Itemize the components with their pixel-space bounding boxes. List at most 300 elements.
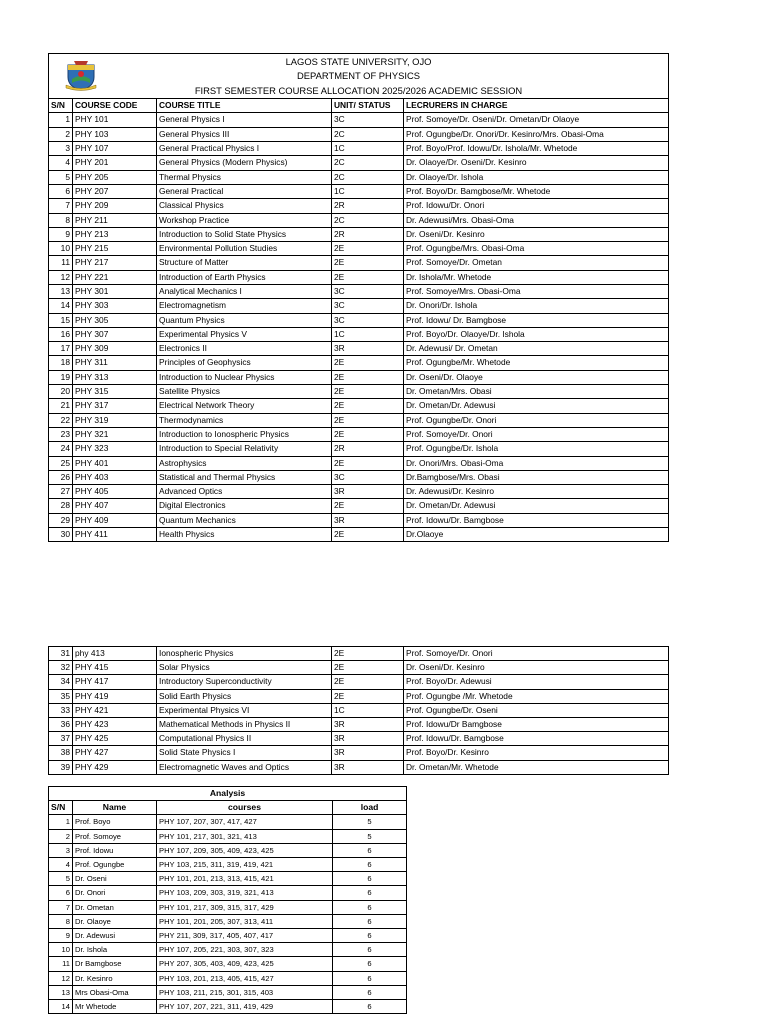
serial-number-cell: 33 xyxy=(49,703,73,717)
unit-status-cell: 2C xyxy=(332,170,404,184)
course-rows-continued xyxy=(49,647,669,775)
course-title-cell: General Practical Physics I xyxy=(157,142,332,156)
table-row xyxy=(49,914,407,928)
serial-number-cell: 1 xyxy=(49,815,73,829)
document-header xyxy=(49,54,669,99)
lecturers-cell: Dr. Oseni/Dr. Olaoye xyxy=(404,370,669,384)
lecturers-cell: Dr.Olaoye xyxy=(404,528,669,542)
column-header: COURSE CODE xyxy=(73,99,157,113)
serial-number-cell: 15 xyxy=(49,313,73,327)
allocation-title: FIRST SEMESTER COURSE ALLOCATION 2025/2026 ACADEMIC SESSION xyxy=(194,84,523,96)
table-row xyxy=(49,485,669,499)
assigned-courses-cell: PHY 103, 211, 215, 301, 315, 403 xyxy=(157,985,333,999)
course-title-cell: Advanced Optics xyxy=(157,485,332,499)
unit-status-cell: 2E xyxy=(332,413,404,427)
course-code-cell: PHY 211 xyxy=(73,213,157,227)
analysis-table xyxy=(48,786,407,1014)
lecturers-cell: Prof. Ogungbe/Dr. Oseni xyxy=(404,703,669,717)
column-header: COURSE TITLE xyxy=(157,99,332,113)
course-title-cell: General Physics I xyxy=(157,113,332,127)
course-code-cell: PHY 323 xyxy=(73,442,157,456)
table-row xyxy=(49,732,669,746)
lecturers-cell: Dr. Oseni/Dr. Kesinro xyxy=(404,661,669,675)
unit-status-cell: 2E xyxy=(332,427,404,441)
analysis-header-row xyxy=(49,801,407,815)
lecturers-cell: Prof. Ogungbe/Dr. Onori/Dr. Kesinro/Mrs. Obasi-Oma xyxy=(404,127,669,141)
course-title-cell: General Practical xyxy=(157,184,332,198)
table-row xyxy=(49,943,407,957)
course-code-cell: PHY 315 xyxy=(73,385,157,399)
lecturers-cell: Prof. Idowu/Dr. Bamgbose xyxy=(404,732,669,746)
serial-number-cell: 12 xyxy=(49,270,73,284)
course-code-cell: PHY 213 xyxy=(73,227,157,241)
load-cell: 6 xyxy=(333,929,407,943)
unit-status-cell: 3R xyxy=(332,342,404,356)
unit-status-cell: 2E xyxy=(332,456,404,470)
course-code-cell: PHY 411 xyxy=(73,528,157,542)
course-title-cell: Experimental Physics VI xyxy=(157,703,332,717)
table-row xyxy=(49,971,407,985)
lecturers-cell: Dr. Ometan/Dr. Adewusi xyxy=(404,499,669,513)
lecturers-cell: Prof. Ogungbe/Mr. Whetode xyxy=(404,356,669,370)
load-cell: 6 xyxy=(333,985,407,999)
unit-status-cell: 2E xyxy=(332,370,404,384)
serial-number-cell: 3 xyxy=(49,142,73,156)
unit-status-cell: 1C xyxy=(332,327,404,341)
course-title-cell: General Physics III xyxy=(157,127,332,141)
course-title-cell: General Physics (Modern Physics) xyxy=(157,156,332,170)
lecturers-cell: Prof. Ogungbe /Mr. Whetode xyxy=(404,689,669,703)
course-code-cell: PHY 405 xyxy=(73,485,157,499)
table-row xyxy=(49,199,669,213)
course-title-cell: Quantum Mechanics xyxy=(157,513,332,527)
assigned-courses-cell: PHY 103, 201, 213, 405, 415, 427 xyxy=(157,971,333,985)
assigned-courses-cell: PHY 103, 215, 311, 319, 419, 421 xyxy=(157,858,333,872)
column-header: S/N xyxy=(49,99,73,113)
column-header: courses xyxy=(157,801,333,815)
unit-status-cell: 1C xyxy=(332,142,404,156)
table-row xyxy=(49,957,407,971)
table-row xyxy=(49,456,669,470)
assigned-courses-cell: PHY 107, 207, 307, 417, 427 xyxy=(157,815,333,829)
lecturers-cell: Dr. Onori/Dr. Ishola xyxy=(404,299,669,313)
analysis-rows xyxy=(49,815,407,1014)
table-row xyxy=(49,413,669,427)
lecturers-cell: Dr. Ometan/Mr. Whetode xyxy=(404,760,669,774)
load-cell: 6 xyxy=(333,872,407,886)
course-title-cell: Electronics II xyxy=(157,342,332,356)
assigned-courses-cell: PHY 107, 207, 221, 311, 419, 429 xyxy=(157,1000,333,1014)
unit-status-cell: 3C xyxy=(332,313,404,327)
course-title-cell: Workshop Practice xyxy=(157,213,332,227)
unit-status-cell: 3R xyxy=(332,718,404,732)
table-row xyxy=(49,242,669,256)
course-title-cell: Electromagnetic Waves and Optics xyxy=(157,760,332,774)
table-row xyxy=(49,929,407,943)
course-title-cell: Satellite Physics xyxy=(157,385,332,399)
lecturer-name-cell: Prof. Idowu xyxy=(73,843,157,857)
serial-number-cell: 6 xyxy=(49,184,73,198)
serial-number-cell: 24 xyxy=(49,442,73,456)
course-code-cell: PHY 107 xyxy=(73,142,157,156)
lecturers-cell: Dr.Bamgbose/Mrs. Obasi xyxy=(404,470,669,484)
lecturers-cell: Dr. Onori/Mrs. Obasi-Oma xyxy=(404,456,669,470)
table-row xyxy=(49,427,669,441)
load-cell: 6 xyxy=(333,886,407,900)
course-code-cell: PHY 317 xyxy=(73,399,157,413)
table-row xyxy=(49,843,407,857)
table-row xyxy=(49,385,669,399)
course-code-cell: PHY 301 xyxy=(73,284,157,298)
serial-number-cell: 14 xyxy=(49,1000,73,1014)
table-row xyxy=(49,299,669,313)
serial-number-cell: 4 xyxy=(49,858,73,872)
unit-status-cell: 2E xyxy=(332,385,404,399)
serial-number-cell: 32 xyxy=(49,661,73,675)
serial-number-cell: 2 xyxy=(49,829,73,843)
course-allocation-table xyxy=(48,53,669,542)
university-name: LAGOS STATE UNIVERSITY, OJO xyxy=(285,56,432,67)
serial-number-cell: 16 xyxy=(49,327,73,341)
assigned-courses-cell: PHY 101, 201, 213, 313, 415, 421 xyxy=(157,872,333,886)
unit-status-cell: 3C xyxy=(332,284,404,298)
column-header: load xyxy=(333,801,407,815)
serial-number-cell: 7 xyxy=(49,900,73,914)
course-title-cell: Computational Physics II xyxy=(157,732,332,746)
course-code-cell: PHY 207 xyxy=(73,184,157,198)
course-code-cell: PHY 209 xyxy=(73,199,157,213)
lecturers-cell: Prof. Idowu/Dr. Onori xyxy=(404,199,669,213)
load-cell: 6 xyxy=(333,900,407,914)
serial-number-cell: 26 xyxy=(49,470,73,484)
table-row xyxy=(49,156,669,170)
lecturers-cell: Prof. Somoye/Dr. Onori xyxy=(404,427,669,441)
unit-status-cell: 2E xyxy=(332,242,404,256)
table-row xyxy=(49,689,669,703)
course-code-cell: PHY 429 xyxy=(73,760,157,774)
course-title-cell: Thermal Physics xyxy=(157,170,332,184)
assigned-courses-cell: PHY 207, 305, 403, 409, 423, 425 xyxy=(157,957,333,971)
lecturers-cell: Dr. Adewusi/Mrs. Obasi-Oma xyxy=(404,213,669,227)
course-title-cell: Solid State Physics I xyxy=(157,746,332,760)
table-row xyxy=(49,647,669,661)
course-code-cell: PHY 415 xyxy=(73,661,157,675)
unit-status-cell: 3R xyxy=(332,732,404,746)
serial-number-cell: 10 xyxy=(49,943,73,957)
serial-number-cell: 9 xyxy=(49,227,73,241)
table-row xyxy=(49,872,407,886)
course-code-cell: PHY 215 xyxy=(73,242,157,256)
lecturer-name-cell: Dr. Oseni xyxy=(73,872,157,886)
lecturers-cell: Dr. Ometan/Mrs. Obasi xyxy=(404,385,669,399)
course-code-cell: PHY 101 xyxy=(73,113,157,127)
serial-number-cell: 13 xyxy=(49,985,73,999)
course-title-cell: Solid Earth Physics xyxy=(157,689,332,703)
table-row xyxy=(49,815,407,829)
table-row xyxy=(49,370,669,384)
serial-number-cell: 10 xyxy=(49,242,73,256)
table-row xyxy=(49,284,669,298)
course-code-cell: PHY 423 xyxy=(73,718,157,732)
table-row xyxy=(49,675,669,689)
unit-status-cell: 3R xyxy=(332,760,404,774)
unit-status-cell: 3C xyxy=(332,113,404,127)
serial-number-cell: 38 xyxy=(49,746,73,760)
lecturers-cell: Prof. Ogungbe/Mrs. Obasi-Oma xyxy=(404,242,669,256)
serial-number-cell: 11 xyxy=(49,957,73,971)
assigned-courses-cell: PHY 211, 309, 317, 405, 407, 417 xyxy=(157,929,333,943)
serial-number-cell: 13 xyxy=(49,284,73,298)
serial-number-cell: 28 xyxy=(49,499,73,513)
assigned-courses-cell: PHY 107, 209, 305, 409, 423, 425 xyxy=(157,843,333,857)
table-row xyxy=(49,356,669,370)
load-cell: 6 xyxy=(333,843,407,857)
unit-status-cell: 3R xyxy=(332,746,404,760)
table-row xyxy=(49,127,669,141)
serial-number-cell: 8 xyxy=(49,914,73,928)
serial-number-cell: 5 xyxy=(49,872,73,886)
course-title-cell: Environmental Pollution Studies xyxy=(157,242,332,256)
table-row xyxy=(49,399,669,413)
lecturers-cell: Prof. Boyo/Dr. Kesinro xyxy=(404,746,669,760)
course-code-cell: PHY 303 xyxy=(73,299,157,313)
load-cell: 5 xyxy=(333,829,407,843)
course-code-cell: PHY 309 xyxy=(73,342,157,356)
course-code-cell: PHY 321 xyxy=(73,427,157,441)
table-row xyxy=(49,760,669,774)
column-header: S/N xyxy=(49,801,73,815)
assigned-courses-cell: PHY 101, 201, 205, 307, 313, 411 xyxy=(157,914,333,928)
serial-number-cell: 17 xyxy=(49,342,73,356)
load-cell: 6 xyxy=(333,1000,407,1014)
lecturer-name-cell: Prof. Ogungbe xyxy=(73,858,157,872)
course-code-cell: PHY 403 xyxy=(73,470,157,484)
lecturers-cell: Prof. Somoye/Dr. Oseni/Dr. Ometan/Dr Olaoye xyxy=(404,113,669,127)
table-row xyxy=(49,703,669,717)
lecturers-cell: Prof. Ogungbe/Dr. Ishola xyxy=(404,442,669,456)
lecturers-cell: Prof. Somoye/Mrs. Obasi-Oma xyxy=(404,284,669,298)
unit-status-cell: 2E xyxy=(332,399,404,413)
course-title-cell: Structure of Matter xyxy=(157,256,332,270)
lecturer-name-cell: Mr Whetode xyxy=(73,1000,157,1014)
table-row xyxy=(49,184,669,198)
course-rows xyxy=(49,113,669,542)
load-cell: 6 xyxy=(333,943,407,957)
serial-number-cell: 37 xyxy=(49,732,73,746)
lecturers-cell: Prof. Boyo/Dr. Olaoye/Dr. Ishola xyxy=(404,327,669,341)
course-code-cell: PHY 409 xyxy=(73,513,157,527)
table-row xyxy=(49,113,669,127)
lecturers-cell: Prof. Idowu/Dr Bamgbose xyxy=(404,718,669,732)
course-title-cell: Electromagnetism xyxy=(157,299,332,313)
lecturers-cell: Prof. Ogungbe/Dr. Onori xyxy=(404,413,669,427)
table-row xyxy=(49,470,669,484)
course-code-cell: phy 413 xyxy=(73,647,157,661)
serial-number-cell: 36 xyxy=(49,718,73,732)
table-row xyxy=(49,142,669,156)
serial-number-cell: 23 xyxy=(49,427,73,441)
course-code-cell: PHY 319 xyxy=(73,413,157,427)
course-code-cell: PHY 103 xyxy=(73,127,157,141)
column-header: UNIT/ STATUS xyxy=(332,99,404,113)
course-code-cell: PHY 305 xyxy=(73,313,157,327)
unit-status-cell: 2E xyxy=(332,356,404,370)
table-row xyxy=(49,213,669,227)
unit-status-cell: 2E xyxy=(332,689,404,703)
course-title-cell: Health Physics xyxy=(157,528,332,542)
table-row xyxy=(49,327,669,341)
course-title-cell: Digital Electronics xyxy=(157,499,332,513)
course-title-cell: Introduction to Nuclear Physics xyxy=(157,370,332,384)
course-title-cell: Ionospheric Physics xyxy=(157,647,332,661)
unit-status-cell: 2C xyxy=(332,127,404,141)
lecturers-cell: Prof. Somoye/Dr. Onori xyxy=(404,647,669,661)
lecturer-name-cell: Dr. Olaoye xyxy=(73,914,157,928)
course-code-cell: PHY 421 xyxy=(73,703,157,717)
serial-number-cell: 14 xyxy=(49,299,73,313)
assigned-courses-cell: PHY 101, 217, 301, 321, 413 xyxy=(157,829,333,843)
unit-status-cell: 3C xyxy=(332,299,404,313)
table-row xyxy=(49,985,407,999)
lecturers-cell: Dr. Olaoye/Dr. Oseni/Dr. Kesinro xyxy=(404,156,669,170)
assigned-courses-cell: PHY 103, 209, 303, 319, 321, 413 xyxy=(157,886,333,900)
table-row xyxy=(49,829,407,843)
table-row xyxy=(49,170,669,184)
serial-number-cell: 25 xyxy=(49,456,73,470)
load-cell: 5 xyxy=(333,815,407,829)
university-crest-icon xyxy=(64,59,98,91)
course-title-cell: Introduction to Solid State Physics xyxy=(157,227,332,241)
lecturers-cell: Dr. Ishola/Mr. Whetode xyxy=(404,270,669,284)
department-name: DEPARTMENT OF PHYSICS xyxy=(297,70,420,82)
load-cell: 6 xyxy=(333,957,407,971)
course-title-cell: Introduction to Special Relativity xyxy=(157,442,332,456)
serial-number-cell: 21 xyxy=(49,399,73,413)
lecturers-cell: Dr. Oseni/Dr. Kesinro xyxy=(404,227,669,241)
table-row xyxy=(49,499,669,513)
unit-status-cell: 2E xyxy=(332,256,404,270)
table-row xyxy=(49,528,669,542)
course-code-cell: PHY 417 xyxy=(73,675,157,689)
analysis-title: Analysis xyxy=(49,787,407,801)
table-row xyxy=(49,313,669,327)
course-code-cell: PHY 311 xyxy=(73,356,157,370)
serial-number-cell: 20 xyxy=(49,385,73,399)
course-title-cell: Introduction of Earth Physics xyxy=(157,270,332,284)
course-title-cell: Introductory Superconductivity xyxy=(157,675,332,689)
course-code-cell: PHY 221 xyxy=(73,270,157,284)
load-cell: 6 xyxy=(333,858,407,872)
serial-number-cell: 19 xyxy=(49,370,73,384)
course-title-cell: Introduction to Ionospheric Physics xyxy=(157,427,332,441)
table-row xyxy=(49,342,669,356)
table-row xyxy=(49,227,669,241)
unit-status-cell: 2R xyxy=(332,442,404,456)
lecturers-cell: Prof. Somoye/Dr. Ometan xyxy=(404,256,669,270)
lecturers-cell: Prof. Boyo/Dr. Adewusi xyxy=(404,675,669,689)
lecturers-cell: Prof. Idowu/ Dr. Bamgbose xyxy=(404,313,669,327)
table-row xyxy=(49,886,407,900)
course-code-cell: PHY 401 xyxy=(73,456,157,470)
assigned-courses-cell: PHY 107, 205, 221, 303, 307, 323 xyxy=(157,943,333,957)
column-header: Name xyxy=(73,801,157,815)
serial-number-cell: 1 xyxy=(49,113,73,127)
course-allocation-table-continued xyxy=(48,646,669,775)
lecturer-name-cell: Dr. Ishola xyxy=(73,943,157,957)
course-code-cell: PHY 425 xyxy=(73,732,157,746)
unit-status-cell: 2E xyxy=(332,647,404,661)
lecturer-name-cell: Prof. Boyo xyxy=(73,815,157,829)
unit-status-cell: 2R xyxy=(332,199,404,213)
table-header-row xyxy=(49,99,669,113)
course-code-cell: PHY 313 xyxy=(73,370,157,384)
serial-number-cell: 3 xyxy=(49,843,73,857)
unit-status-cell: 1C xyxy=(332,184,404,198)
load-cell: 6 xyxy=(333,914,407,928)
unit-status-cell: 2C xyxy=(332,213,404,227)
unit-status-cell: 2E xyxy=(332,528,404,542)
serial-number-cell: 2 xyxy=(49,127,73,141)
serial-number-cell: 35 xyxy=(49,689,73,703)
serial-number-cell: 30 xyxy=(49,528,73,542)
serial-number-cell: 6 xyxy=(49,886,73,900)
course-title-cell: Thermodynamics xyxy=(157,413,332,427)
course-code-cell: PHY 201 xyxy=(73,156,157,170)
serial-number-cell: 11 xyxy=(49,256,73,270)
lecturers-cell: Prof. Idowu/Dr. Bamgbose xyxy=(404,513,669,527)
course-code-cell: PHY 419 xyxy=(73,689,157,703)
serial-number-cell: 7 xyxy=(49,199,73,213)
serial-number-cell: 29 xyxy=(49,513,73,527)
serial-number-cell: 34 xyxy=(49,675,73,689)
table-row xyxy=(49,718,669,732)
course-code-cell: PHY 217 xyxy=(73,256,157,270)
lecturer-name-cell: Mrs Obasi-Oma xyxy=(73,985,157,999)
table-row xyxy=(49,1000,407,1014)
serial-number-cell: 8 xyxy=(49,213,73,227)
course-title-cell: Principles of Geophysics xyxy=(157,356,332,370)
unit-status-cell: 3R xyxy=(332,513,404,527)
unit-status-cell: 2R xyxy=(332,227,404,241)
course-title-cell: Mathematical Methods in Physics II xyxy=(157,718,332,732)
serial-number-cell: 12 xyxy=(49,971,73,985)
table-row xyxy=(49,661,669,675)
lecturers-cell: Dr. Olaoye/Dr. Ishola xyxy=(404,170,669,184)
column-header: LECRURERS IN CHARGE xyxy=(404,99,669,113)
table-row xyxy=(49,858,407,872)
table-row xyxy=(49,270,669,284)
table-row xyxy=(49,442,669,456)
course-title-cell: Experimental Physics V xyxy=(157,327,332,341)
course-title-cell: Quantum Physics xyxy=(157,313,332,327)
table-row xyxy=(49,746,669,760)
course-code-cell: PHY 205 xyxy=(73,170,157,184)
lecturers-cell: Prof. Boyo/Prof. Idowu/Dr. Ishola/Mr. Whetode xyxy=(404,142,669,156)
course-title-cell: Analytical Mechanics I xyxy=(157,284,332,298)
unit-status-cell: 3C xyxy=(332,470,404,484)
unit-status-cell: 3R xyxy=(332,485,404,499)
table-row xyxy=(49,900,407,914)
lecturer-name-cell: Dr Bamgbose xyxy=(73,957,157,971)
unit-status-cell: 2E xyxy=(332,270,404,284)
unit-status-cell: 2E xyxy=(332,661,404,675)
lecturers-cell: Dr. Adewusi/ Dr. Ometan xyxy=(404,342,669,356)
table-row xyxy=(49,256,669,270)
course-title-cell: Classical Physics xyxy=(157,199,332,213)
course-title-cell: Solar Physics xyxy=(157,661,332,675)
table-row xyxy=(49,513,669,527)
serial-number-cell: 27 xyxy=(49,485,73,499)
